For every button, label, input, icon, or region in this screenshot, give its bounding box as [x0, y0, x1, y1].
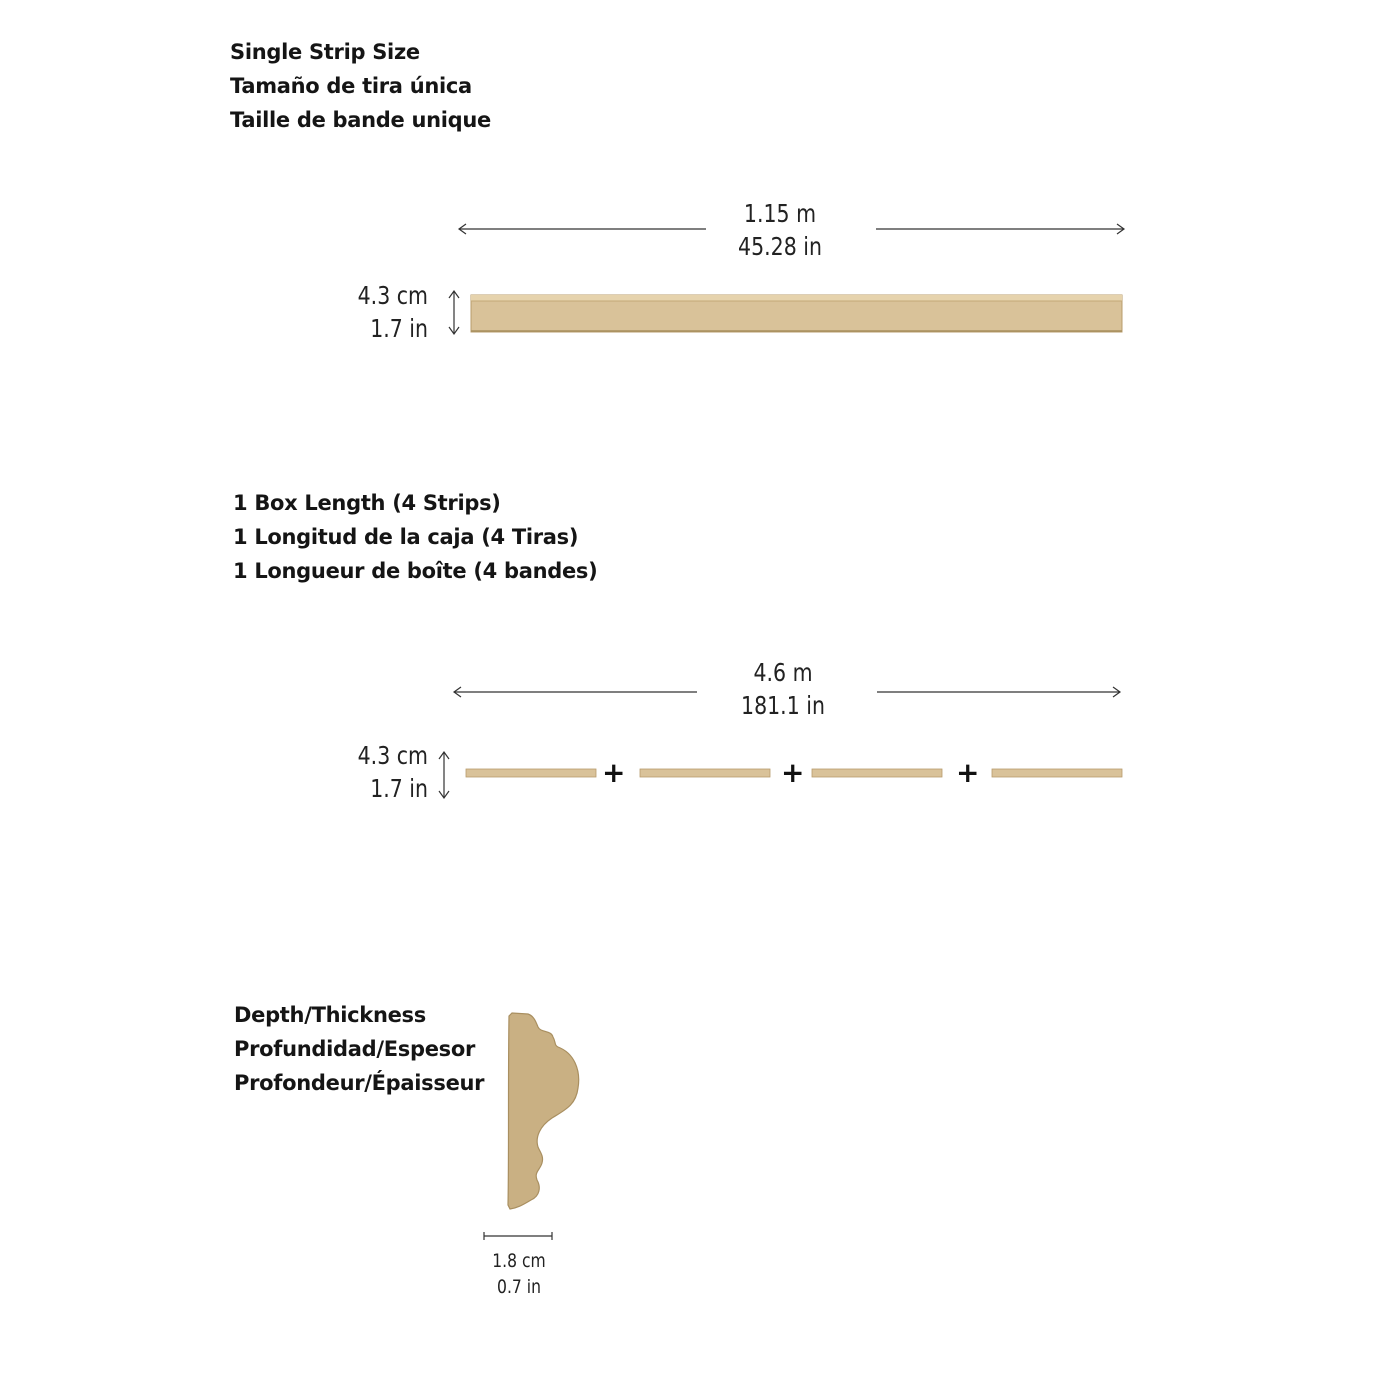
strip-length-m: 1.15 m — [743, 199, 817, 228]
wood-strip — [640, 769, 770, 777]
heading-line-es: Profundidad/Espesor — [234, 1037, 476, 1061]
box-length-arrow — [454, 687, 1120, 697]
strip-length-arrow — [459, 224, 1124, 234]
wood-strip — [812, 769, 942, 777]
heading-line-en: Single Strip Size — [230, 40, 420, 64]
strip-height-cm: 4.3 cm — [357, 281, 428, 310]
heading-line-es: Tamaño de tira única — [230, 74, 472, 98]
box-height-arrow — [439, 752, 449, 798]
heading-line-fr: Profondeur/Épaisseur — [234, 1071, 485, 1095]
molding-profile — [508, 1013, 579, 1209]
heading-line-en: Depth/Thickness — [234, 1003, 426, 1027]
heading-line-es: 1 Longitud de la caja (4 Tiras) — [233, 525, 579, 549]
depth-dimension-line — [484, 1232, 552, 1240]
depth-in: 0.7 in — [497, 1276, 541, 1298]
plus-sign: + — [781, 756, 805, 789]
heading-line-en: 1 Box Length (4 Strips) — [233, 491, 501, 515]
strip-height-in: 1.7 in — [370, 314, 428, 343]
strip-height-arrow — [449, 291, 459, 334]
box-height-cm: 4.3 cm — [357, 741, 428, 770]
wood-strip — [992, 769, 1122, 777]
strip-length-in: 45.28 in — [738, 232, 822, 261]
wood-strip — [471, 295, 1122, 332]
box-length-m: 4.6 m — [753, 658, 813, 687]
heading-line-fr: 1 Longueur de boîte (4 bandes) — [233, 559, 598, 583]
plus-sign: + — [602, 756, 626, 789]
wood-strip — [466, 769, 596, 777]
depth-cm: 1.8 cm — [492, 1250, 546, 1272]
box-length-in: 181.1 in — [741, 691, 825, 720]
plus-sign: + — [956, 756, 980, 789]
box-height-in: 1.7 in — [370, 774, 428, 803]
heading-line-fr: Taille de bande unique — [230, 108, 491, 132]
